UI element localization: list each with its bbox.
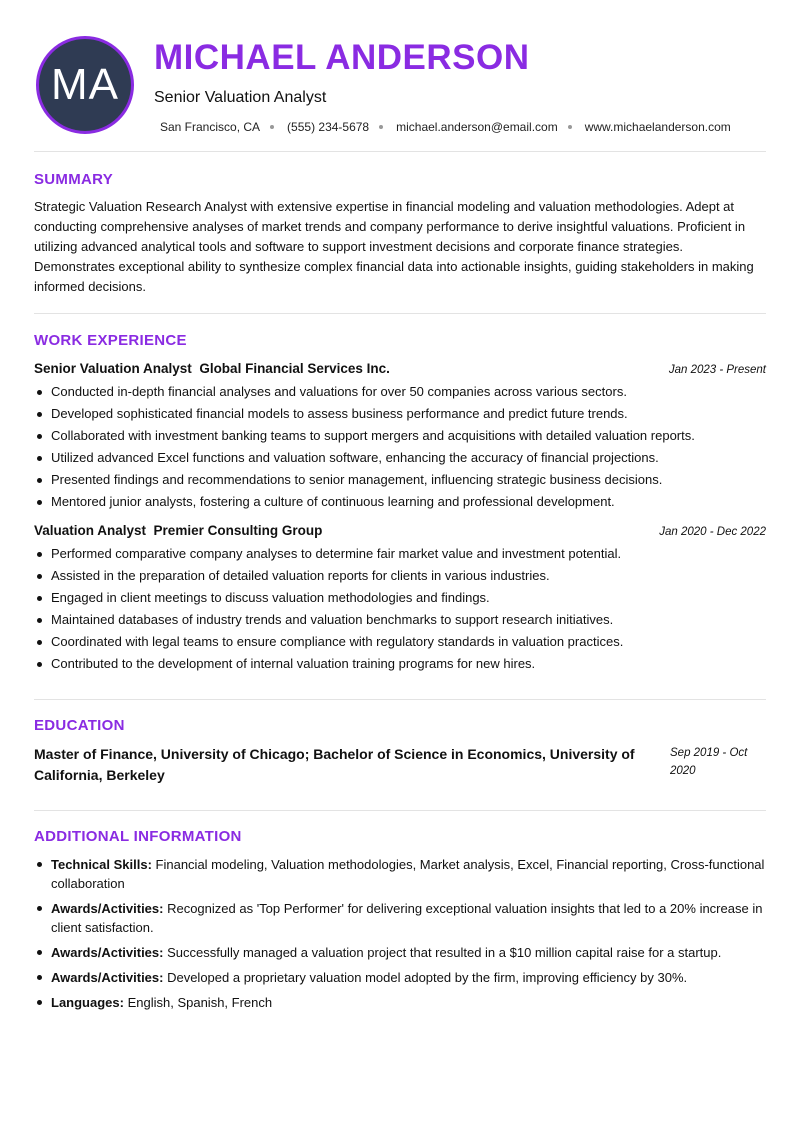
avatar-initials: MA xyxy=(51,60,119,109)
job-header xyxy=(34,361,766,376)
additional-title: ADDITIONAL INFORMATION xyxy=(34,828,242,845)
job-entry xyxy=(34,523,766,675)
contact-phone: (555) 234-5678 xyxy=(287,120,370,134)
list-item: Assisted in the preparation of detailed valuation reports for clients in various industries. xyxy=(34,565,766,587)
list-item: Performed comparative company analyses to determine fair market value and investment potential. xyxy=(34,543,766,565)
job-title: Valuation Analyst Premier Consulting Group xyxy=(34,523,323,538)
additional-section xyxy=(34,811,766,1012)
education-title: EDUCATION xyxy=(34,717,125,734)
avatar xyxy=(36,36,134,134)
resume-header xyxy=(34,0,766,152)
education-entry xyxy=(34,744,766,786)
list-item: Maintained databases of industry trends and valuation benchmarks to support research initiatives. xyxy=(34,609,766,631)
contact-line xyxy=(160,120,731,134)
education-date: Sep 2019 - Oct 2020 xyxy=(670,747,748,777)
separator-dot xyxy=(379,125,383,129)
job-title: Senior Valuation Analyst Global Financial Services Inc. xyxy=(34,361,390,376)
list-item: Presented findings and recommendations to senior management, influencing strategic business decisions. xyxy=(34,469,766,491)
job-bullets xyxy=(34,543,766,675)
list-item: Mentored junior analysts, fostering a culture of continuous learning and professional development. xyxy=(34,491,766,513)
list-item: Conducted in-depth financial analyses and valuations for over 50 companies across various sectors. xyxy=(34,381,766,403)
summary-section xyxy=(34,152,766,314)
list-item: Awards/Activities: Recognized as 'Top Performer' for delivering exceptional valuation insights that led to a 20% increase in client satisfaction. xyxy=(34,899,766,937)
job-role: Senior Valuation Analyst xyxy=(154,89,327,106)
list-item: Utilized advanced Excel functions and valuation software, enhancing the accuracy of financial projections. xyxy=(34,447,766,469)
list-item: Technical Skills: Financial modeling, Valuation methodologies, Market analysis, Excel, Financial reporting, Cross-functional collaboration xyxy=(34,855,766,893)
job-date: Jan 2020 - Dec 2022 xyxy=(659,526,766,538)
job-header xyxy=(34,523,766,538)
list-item: Collaborated with investment banking teams to support mergers and acquisitions with detailed valuation reports. xyxy=(34,425,766,447)
list-item: Awards/Activities: Developed a proprietary valuation model adopted by the firm, improving efficiency by 30%. xyxy=(34,968,766,987)
contact-location: San Francisco, CA xyxy=(160,120,261,134)
list-item: Languages: English, Spanish, French xyxy=(34,993,766,1012)
job-entry xyxy=(34,361,766,513)
experience-section xyxy=(34,314,766,700)
list-item: Coordinated with legal teams to ensure compliance with regulatory standards in valuation practices. xyxy=(34,631,766,653)
list-item: Contributed to the development of internal valuation training programs for new hires. xyxy=(34,653,766,675)
additional-list xyxy=(34,855,766,1012)
candidate-name: MICHAEL ANDERSON xyxy=(154,38,530,77)
contact-email[interactable]: michael.anderson@email.com xyxy=(396,120,558,134)
summary-title: SUMMARY xyxy=(34,171,114,188)
education-section xyxy=(34,700,766,811)
experience-title: WORK EXPERIENCE xyxy=(34,332,187,349)
summary-text: Strategic Valuation Research Analyst with extensive expertise in financial modeling and valuation methodologies. Adept at conducting comprehensive analyses of market trends and company performance to derive insightful valuations. Proficient in utilizing advanced analytical tools and software to support investment decisions and corporate finance strategies. Demonstrates exceptional ability to synthesize complex financial data into actionable insights, guiding stakeholders in making informed decisions. xyxy=(34,199,754,294)
job-date: Jan 2023 - Present xyxy=(668,364,766,376)
list-item: Awards/Activities: Successfully managed a valuation project that resulted in a $10 million capital raise for a startup. xyxy=(34,943,766,962)
separator-dot xyxy=(270,125,274,129)
separator-dot xyxy=(568,125,572,129)
job-bullets xyxy=(34,381,766,513)
education-degree: Master of Finance, University of Chicago; Bachelor of Science in Economics, University of California, Berkeley xyxy=(34,746,635,783)
list-item: Developed sophisticated financial models to assess business performance and predict future trends. xyxy=(34,403,766,425)
contact-website[interactable]: www.michaelanderson.com xyxy=(584,120,731,134)
list-item: Engaged in client meetings to discuss valuation methodologies and findings. xyxy=(34,587,766,609)
